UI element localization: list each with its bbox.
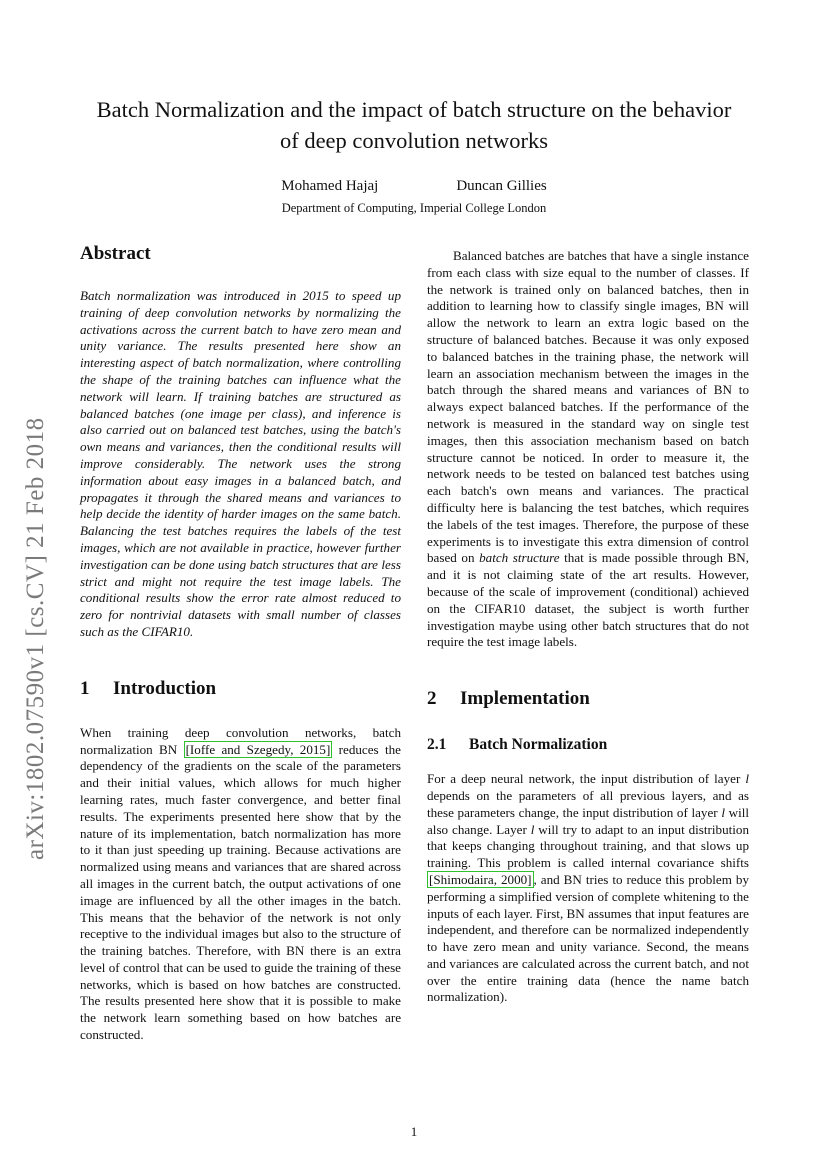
page-number: 1 [410,1124,418,1139]
author-name: Duncan Gillies [456,178,547,194]
section-heading-implementation [427,687,749,711]
paragraph-text: Balanced batches are batches that have a single instance from each class with size equal to the number of classes. If the network is trained only on balanced batches, then in addition to learning how to classify single images, BN will allow the network to learn an extra logic based on the structure of balanced batches. Because it was only exposed to balanced batches in the training phase, the network will learn an association mechanism between the images in the batch through the shared means and variances of BN to always expect balanced batches. If the performance of the network is measured in the standard way on single test images, then this association mechanism based on batch structure cannot be noticed. In order to measure it, the network needs to be tested on balanced test batches using each batch's own means and variances. The practical difficulty here is balancing the test batches, which requires the labels of the test images. Therefore, the purpose of these experiments is to investigate this extra dimension of control based on [427,248,749,566]
math-variable-l: l [745,771,749,787]
affiliation: Department of Computing, Imperial College London [281,201,547,215]
section-heading-introduction [80,677,401,701]
author-list [0,178,828,195]
subsection-heading-batch-normalization [427,735,749,755]
paper-header [0,94,828,216]
batchnorm-paragraph [427,771,749,1006]
paper-title: Batch Normalization and the impact of batch structure on the behavior of deep convolution networks [96,97,732,153]
math-variable-l: l [530,821,535,837]
left-column [80,242,401,1044]
subsection-number: 2.1 [427,736,447,754]
citation-link-ioffe[interactable]: [Ioffe and Szegedy, 2015] [185,741,331,757]
paragraph-text: that is made possible through BN, and it is not claiming state of the art results. However, because of the scale of improvement (conditional) achieved on the CIFAR10 dataset, the subject is worth further investigation maybe using other batch structures that do not require the test image labels. [427,550,749,650]
section-title: Introduction [113,677,217,699]
right-column [427,248,749,1006]
intro-text-start: When training deep convolution networks, batch normalization BN [80,724,401,757]
balanced-batches-paragraph [427,248,749,651]
emphasis-text: batch structure [479,550,560,566]
abstract-heading: Abstract [80,243,151,264]
section-title: Implementation [460,688,590,710]
math-variable-l: l [721,804,725,820]
paragraph-text: , and BN tries to reduce this problem by performing a simplified version of complete whitening to the inputs of each layer. First, BN assumes that input features are independent, and therefore can be normalized independently to have zero mean and unity variance. Second, the means and variances are calculated across the current batch, and not over the entire training data (hence the name batch normalization). [427,871,749,1005]
subsection-title: Batch Normalization [469,736,608,754]
section-number: 1 [80,677,90,699]
intro-paragraph [80,725,401,1044]
paragraph-text: will also change. Layer [427,804,749,837]
author-name: Mohamed Hajaj [281,178,379,194]
citation-link-shimodaira[interactable]: [Shimodaira, 2000] [429,871,532,887]
arxiv-identifier: arXiv:1802.07590v1 [cs.CV] 21 Feb 2018 [22,417,49,860]
paragraph-text: For a deep neural network, the input distribution of layer [427,771,746,787]
paragraph-text: depends on the parameters of all previous layers, and as these parameters change, the input distribution of layer [427,787,749,820]
intro-text-rest: reduces the dependency of the gradients on the scale of the parameters and their initial values, which allows for much higher learning rates, much faster convergence, and better final results. The experiments presented here show that by the nature of its implementation, batch normalization has more to it than just speeding up training. Because activations are normalized using means and variances that are shared across all images in the current batch, the output activations of one image are influenced by all the other images in the batch. This means that the behavior of the network is not only receptive to the individual images but also to the structure of the training batches. Therefore, with BN there is an extra level of control that can be used to guide the training of these networks, which is based on how batches are constructed. The results presented here show that it is possible to make the network learn something based on how batches are constructed. [80,741,401,1043]
section-number: 2 [427,688,437,710]
paragraph-text: will try to adapt to an input distribution that keeps changing throughout training, and that slows up training. This problem is called internal covariance shifts [427,821,750,871]
abstract-text: Batch normalization was introduced in 2015 to speed up training of deep convolution networks by normalizing the activations across the current batch to have zero mean and unity variance. The results presented here show an interesting aspect of batch normalization, where controlling the shape of the training batches can influence what the network will learn. If training batches are structured as balanced batches (one image per class), and inference is also carried out on balanced test batches, using the batch's own means and variances, then the conditional results will improve considerably. The network uses the strong information about easy images in a balanced batch, and propagates it through the shared means and variances to help decide the identity of harder images on the same batch. Balancing the test batches requires the labels of the test images, which are not available in practice, however further investigation can be done using batch structures that are less strict and might not require the test image labels. The conditional results show the error rate almost reduced to zero for nontrivial datasets with small number of classes such as the CIFAR10. [80,288,401,639]
